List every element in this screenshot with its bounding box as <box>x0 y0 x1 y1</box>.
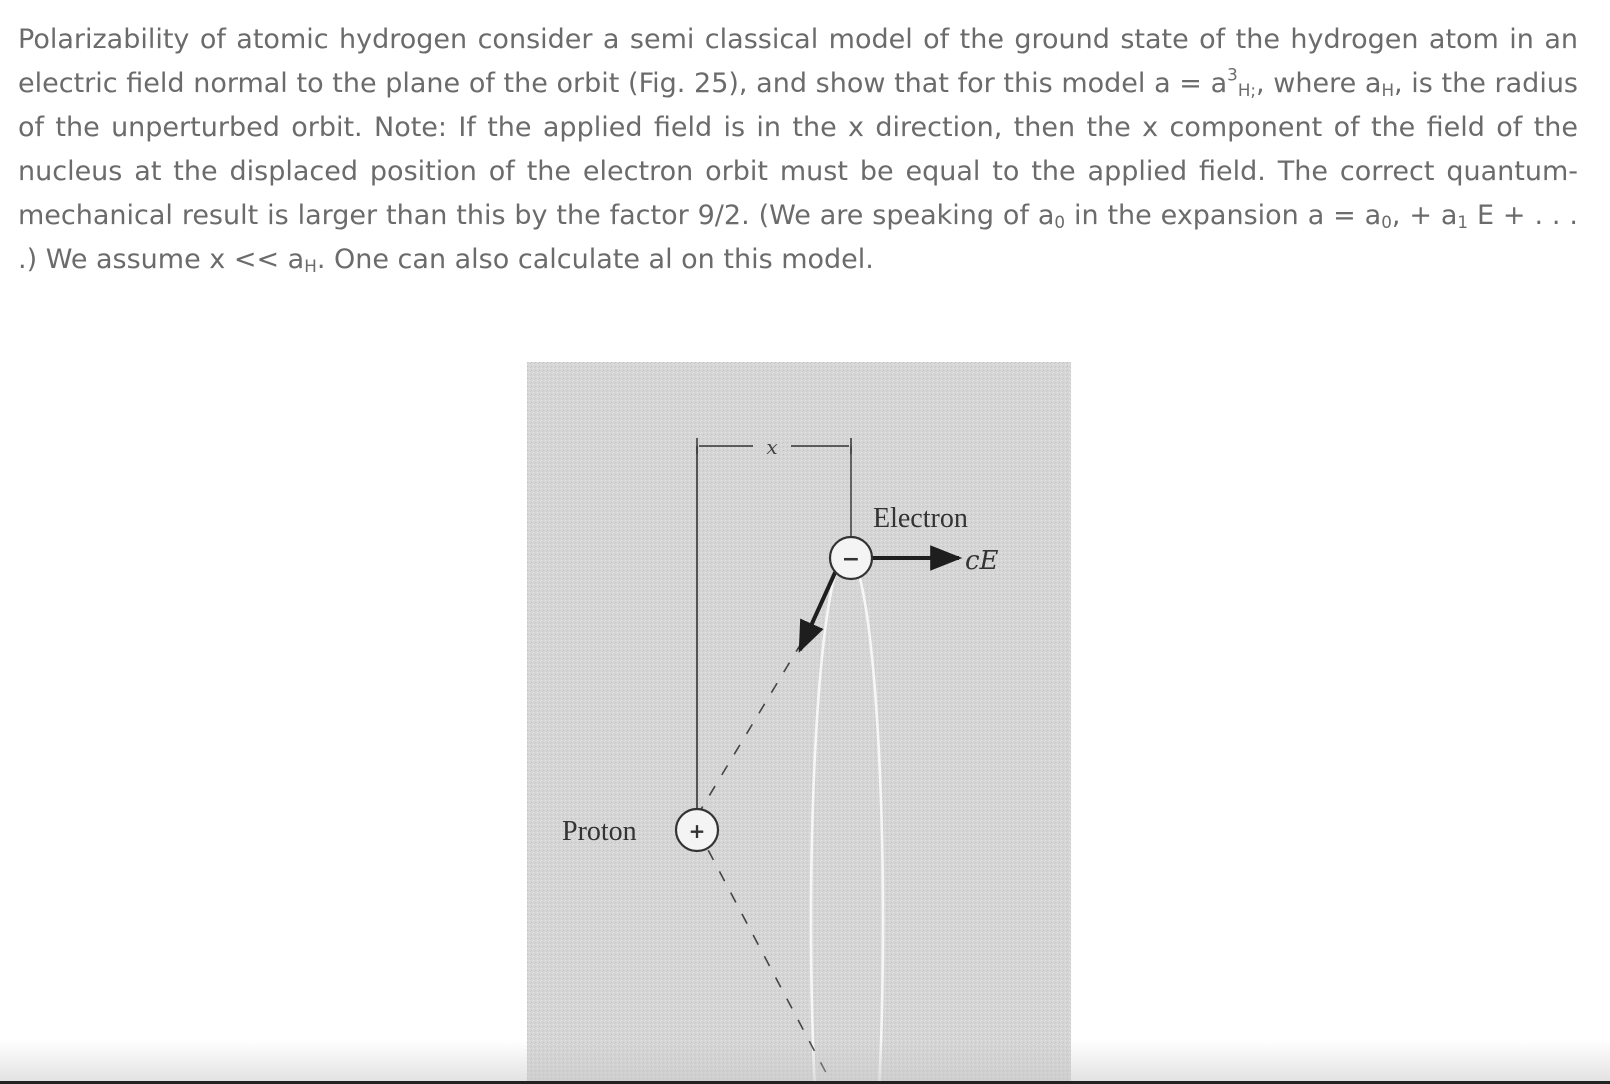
problem-text-part: , is the radius of the unperturbed orbit. Note: If the applied field is in the x direction, then the x component of the field of the nucleus at the displaced position of the electron orbit must be equal to the applied field. The correct quantum-mechanical result is larger than this by the factor 9/2. (We are speaking of a <box>18 68 1578 231</box>
subscript: H; <box>1237 80 1257 101</box>
field-label: cE <box>965 546 999 576</box>
problem-text-part: , where a <box>1256 68 1382 99</box>
figure-drawing <box>527 362 1071 1084</box>
hydrogen-atom-figure <box>527 362 1071 1084</box>
subscript: H <box>304 256 317 277</box>
subscript: 0 <box>1381 212 1392 233</box>
problem-text-part: . One can also calculate al on this model. <box>316 244 874 275</box>
exponent: 3 <box>1227 64 1238 85</box>
problem-statement <box>18 18 1578 282</box>
electron-label: Electron <box>873 503 968 534</box>
problem-text-part: , + a <box>1391 200 1458 231</box>
proton-label: Proton <box>562 816 637 847</box>
problem-text-part: E + . . . .) We assume x << a <box>18 200 1578 275</box>
proton-sign: + <box>688 819 706 843</box>
subscript: H <box>1381 80 1395 101</box>
electron-sign: − <box>841 547 861 572</box>
problem-text-part: in the expansion a = a <box>1065 200 1382 231</box>
problem-text-part: Polarizability of atomic hydrogen consider a semi classical model of the ground state of the hydrogen atom in an electric field normal to the plane of the orbit (Fig. 25), and show that for this model a = a <box>18 24 1578 99</box>
figure-background <box>527 362 1071 1084</box>
subscript: 0 <box>1054 212 1066 233</box>
subscript: 1 <box>1457 212 1469 233</box>
x-label: x <box>766 435 778 459</box>
